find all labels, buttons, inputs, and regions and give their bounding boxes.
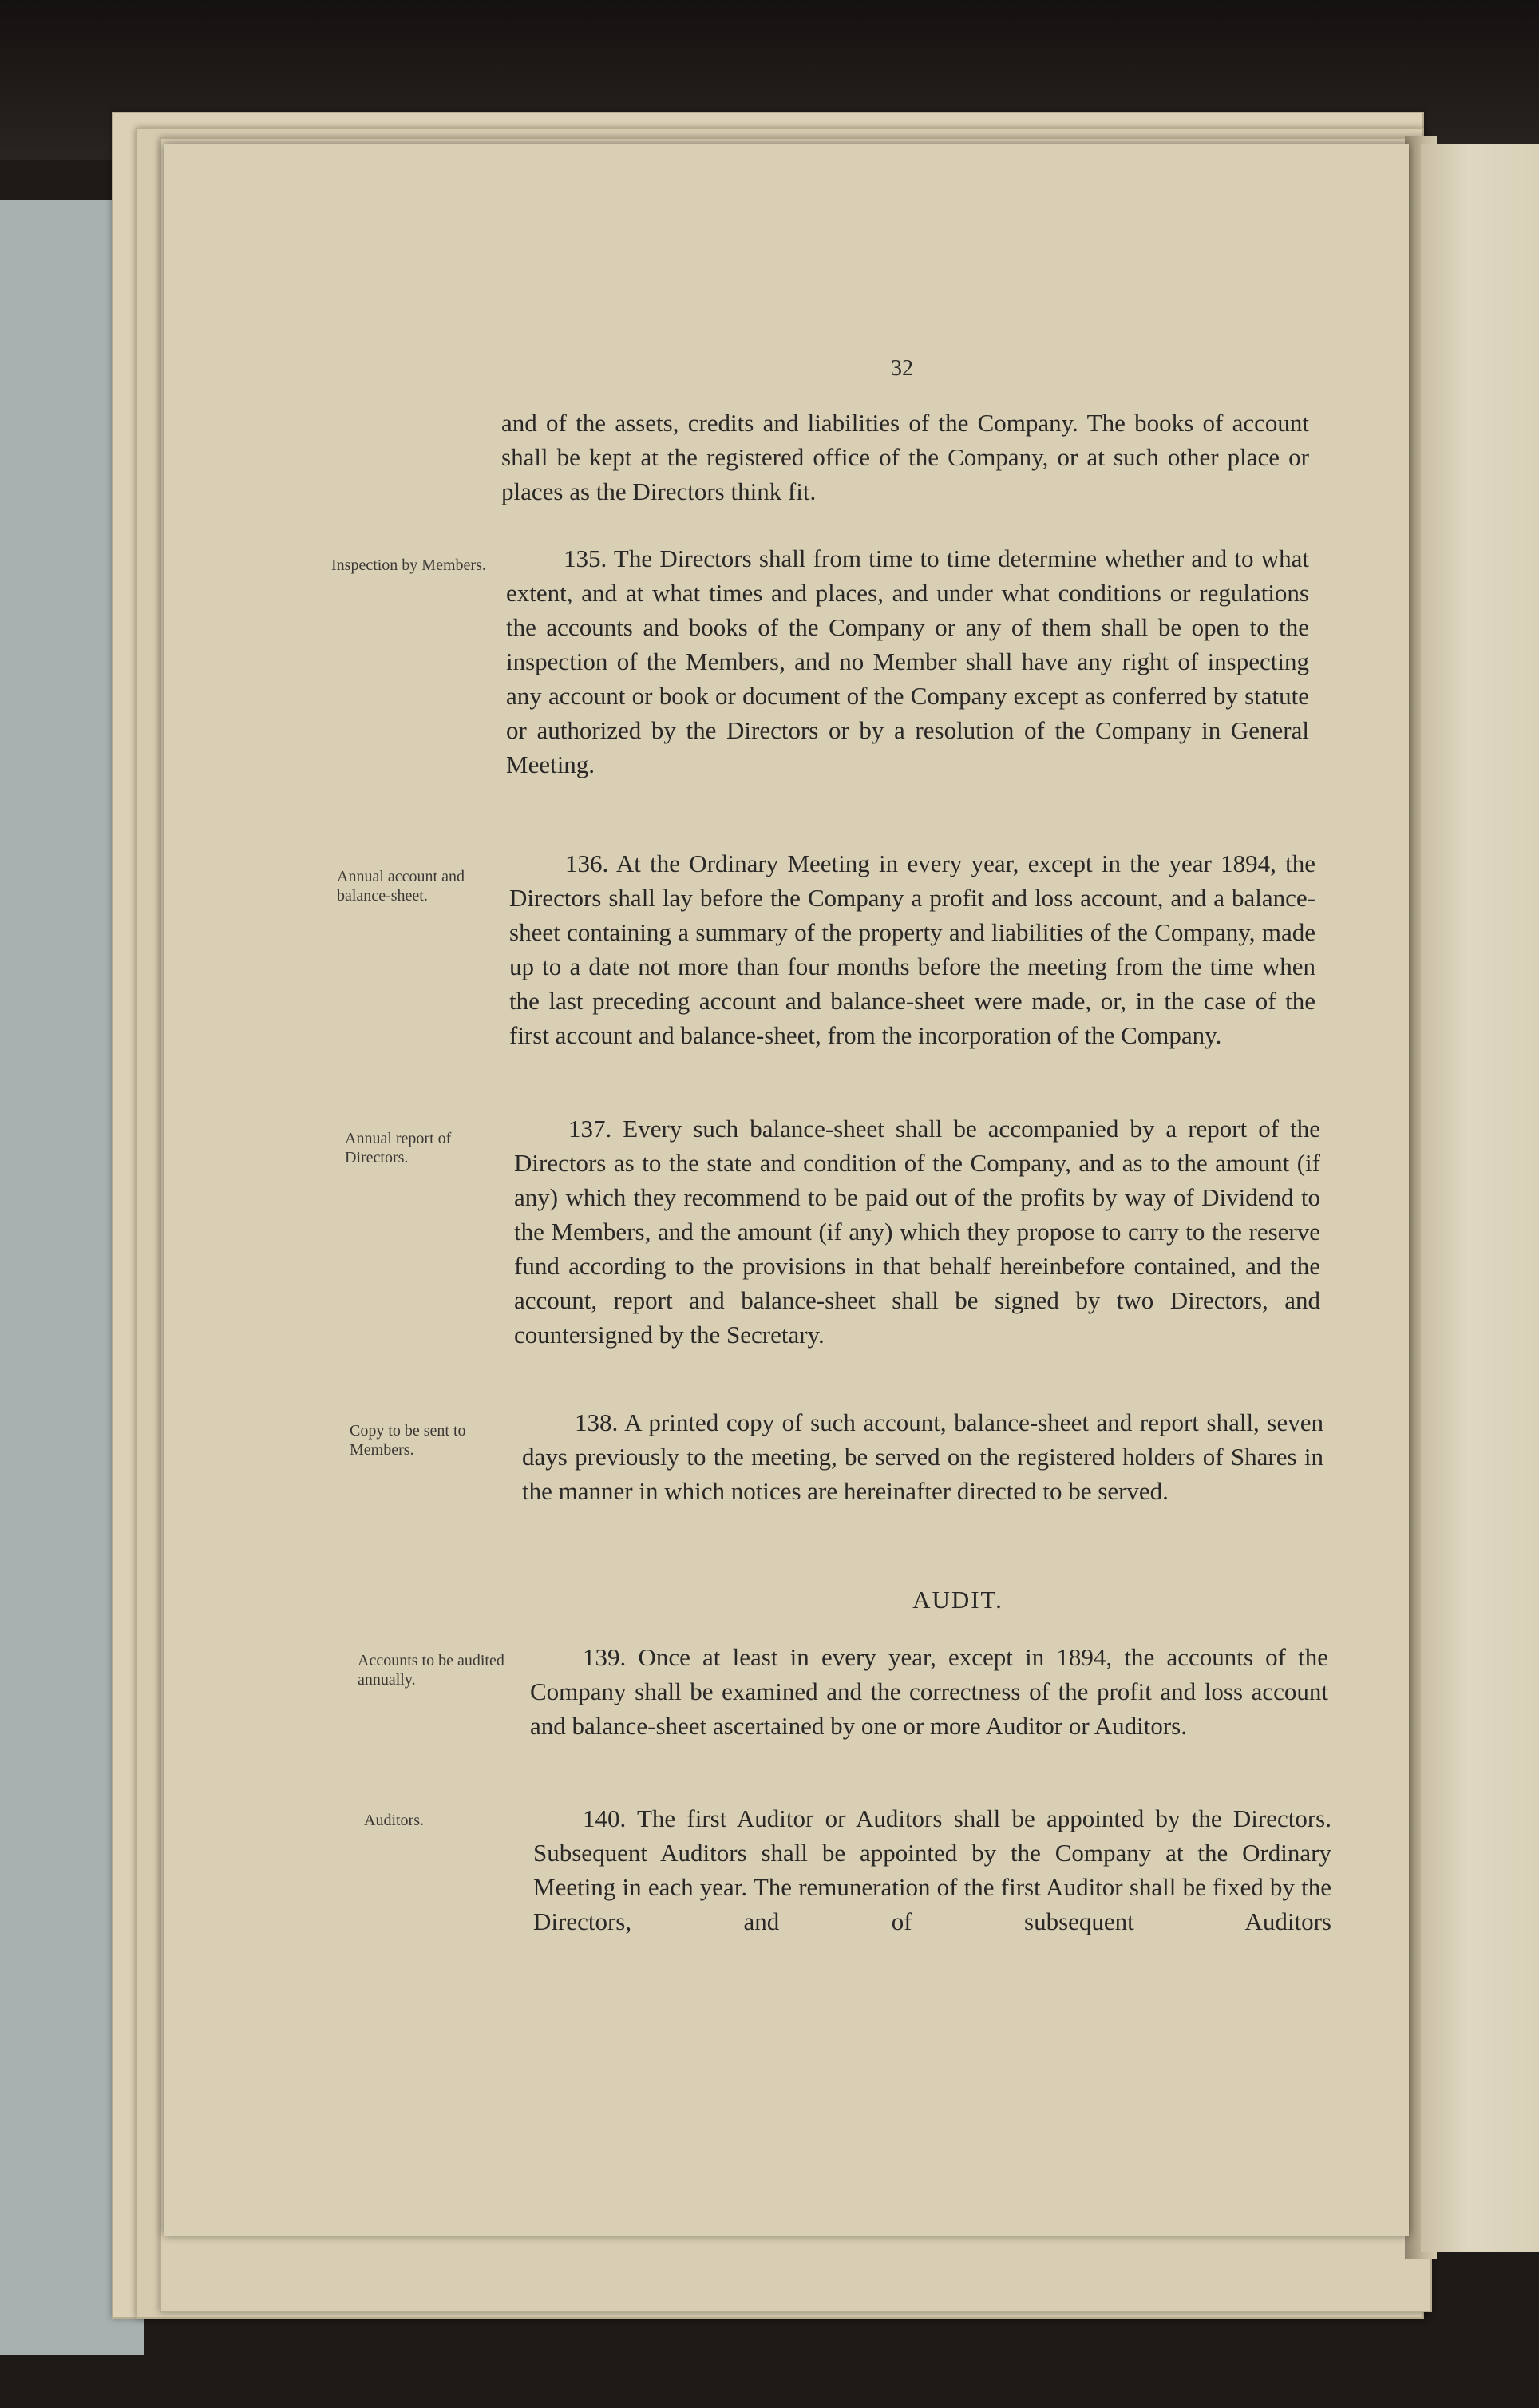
margin-note-annual-account: Annual account and balance-sheet. (337, 868, 465, 905)
paragraph-135: 135. The Directors shall from time to time determine whether and to what extent, and at what times and places, and under what conditions or regulations the accounts and books of the Company or any of them shall be open to the inspection of the Members, and no Member shall have any right of inspecting any account or book or document of the Company except as conferred by statute or authorized by the Directors or by a resolution of the Company in General Meeting. (506, 545, 1309, 778)
paragraph-134-continuation: and of the assets, credits and liabilities of the Company. The books of account shall be kept at the registered office of the Company, or at such other place or places as the Directors think fit. (501, 409, 1309, 505)
margin-note-inspection: Inspection by Members. (331, 556, 486, 574)
paragraph-136: 136. At the Ordinary Meeting in every year, except in the year 1894, the Directors shall lay before the Company a profit and loss account, and a balance-sheet containing a summary of the property and liabilities of the Company, made up to a date not more than four months before the meeting from the time when the last preceding account and balance-sheet were made, or, in the case of the first account and balance-sheet, from the incorporation of the Company. (509, 850, 1315, 1049)
paragraph-137: 137. Every such balance-sheet shall be accompanied by a report of the Directors as to the state and condition of the Company, and as to the amount (if any) which they recommend to be paid out of the profits by way of Dividend to the Members, and the amount (if any) which they propose to carry to the reserve fund according to the provisions in that behalf hereinbefore contained, and the account, report and balance-sheet shall be signed by two Directors, and countersigned by the Secretary. (514, 1115, 1320, 1349)
margin-note-accounts-audited: Accounts to be audited annually. (358, 1652, 504, 1689)
paragraph-138: 138. A printed copy of such account, balance-sheet and report shall, seven days previously to the meeting, be served on the registered holders of Shares in the manner in which notices are hereinafter directed to be served. (522, 1408, 1323, 1505)
margin-note-copy-sent: Copy to be sent to Members. (350, 1422, 466, 1459)
next-page-edge (1421, 144, 1539, 2252)
paragraph-139: 139. Once at least in every year, except in 1894, the accounts of the Company shall be examined and the correctness of the profit and loss account and balance-sheet ascertained by one or more Auditor or Auditors. (530, 1643, 1328, 1740)
page-number: 32 (891, 356, 913, 381)
section-heading-audit: AUDIT. (912, 1586, 1003, 1614)
margin-note-auditors: Auditors. (364, 1812, 424, 1829)
margin-note-annual-report: Annual report of Directors. (345, 1130, 452, 1166)
paragraph-140: 140. The first Auditor or Auditors shall be appointed by the Directors. Subsequent Auditors shall be appointed by the Company at the Ordinary Meeting in each year. The remuneration of the first Auditor shall be fixed by the Directors, and of subsequent Auditors (533, 1804, 1331, 1935)
